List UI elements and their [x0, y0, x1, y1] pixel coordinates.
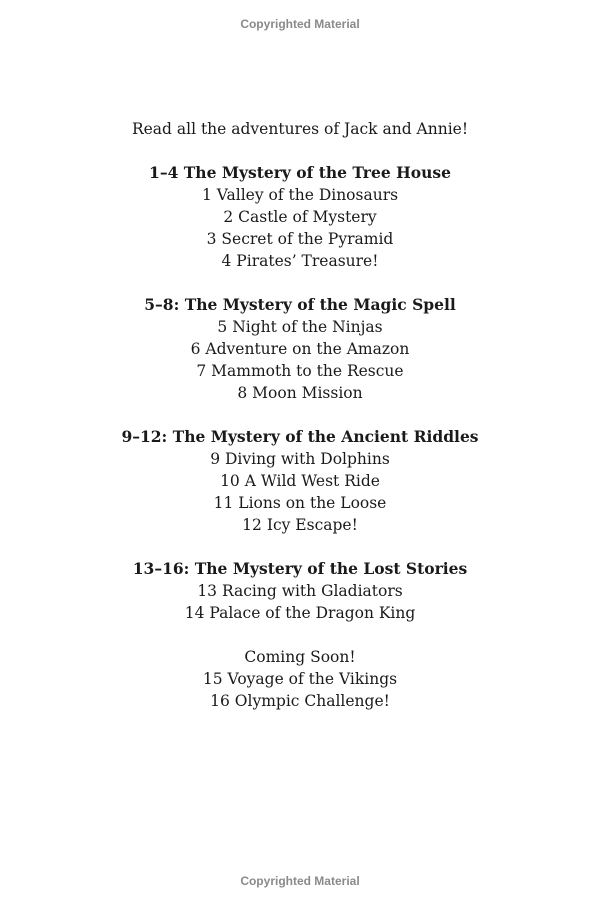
book-title: 7 Mammoth to the Rescue [196, 362, 404, 380]
book-title: 11 Lions on the Loose [213, 494, 387, 512]
book-title: 13 Racing with Gladiators [197, 582, 403, 600]
section-title: 13–16: The Mystery of the Lost Stories [132, 559, 468, 578]
book-title: 14 Palace of the Dragon King [184, 604, 416, 622]
section-2 [0, 294, 600, 404]
section-title: 9–12: The Mystery of the Ancient Riddles [121, 427, 479, 446]
book-title: 16 Olympic Challenge! [210, 692, 390, 710]
intro-text: Read all the adventures of Jack and Annie! [131, 120, 469, 138]
book-title: 2 Castle of Mystery [223, 208, 377, 226]
section-4 [0, 558, 600, 624]
section-3 [0, 426, 600, 536]
book-title: 9 Diving with Dolphins [210, 450, 390, 468]
book-title: 6 Adventure on the Amazon [190, 340, 410, 358]
book-title: 1 Valley of the Dinosaurs [201, 186, 399, 204]
copyright-watermark-top: Copyrighted Material [240, 17, 360, 31]
coming-soon-section [0, 646, 600, 712]
coming-soon-label: Coming Soon! [244, 648, 356, 666]
book-title: 10 A Wild West Ride [220, 472, 380, 490]
book-title: 15 Voyage of the Vikings [202, 670, 398, 688]
copyright-watermark-bottom: Copyrighted Material [240, 874, 360, 888]
book-title: 5 Night of the Ninjas [217, 318, 383, 336]
book-title: 12 Icy Escape! [242, 516, 358, 534]
book-title: 8 Moon Mission [237, 384, 363, 402]
book-list [0, 118, 600, 712]
section-title: 5–8: The Mystery of the Magic Spell [144, 295, 456, 314]
book-title: 4 Pirates’ Treasure! [221, 252, 379, 270]
section-1 [0, 162, 600, 272]
section-title: 1–4 The Mystery of the Tree House [149, 163, 451, 182]
book-title: 3 Secret of the Pyramid [206, 230, 394, 248]
